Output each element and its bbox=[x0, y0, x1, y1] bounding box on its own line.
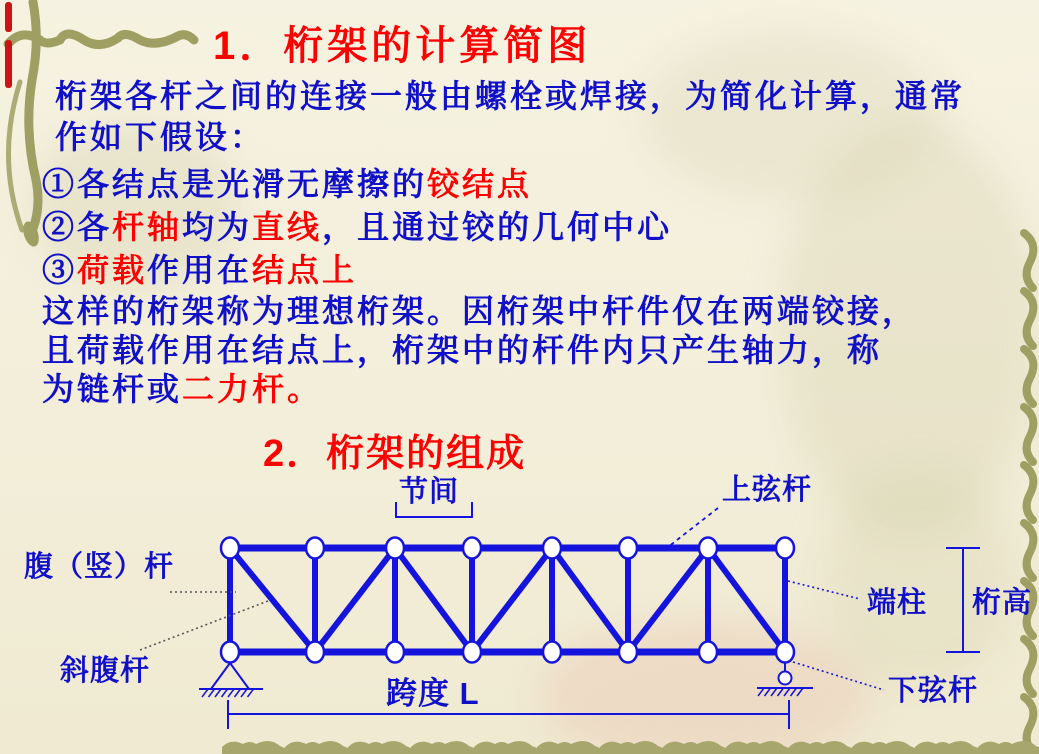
leader-diagonal-web bbox=[140, 601, 268, 650]
roller-support bbox=[757, 662, 813, 696]
label-diagonal-web: 斜腹杆 bbox=[60, 655, 151, 687]
intro-line-2: 作如下假设： bbox=[55, 119, 266, 155]
height-dimension-line bbox=[946, 548, 980, 652]
intro-line-1: 桁架各杆之间的连接一般由螺栓或焊接，为简化计算，通常 bbox=[55, 78, 966, 114]
assumption-1: ①各结点是光滑无摩擦的铰结点 bbox=[42, 166, 533, 202]
body-line-3: 为链杆或二力杆。 bbox=[42, 371, 323, 407]
label-truss-height: 桁高 bbox=[972, 587, 1033, 619]
label-panel: 节间 bbox=[399, 476, 460, 508]
label-end-post: 端柱 bbox=[867, 587, 928, 619]
label-bottom-chord: 下弦杆 bbox=[888, 675, 979, 707]
body-line-1: 这样的桁架称为理想桁架。因桁架中杆件仅在两端铰接， bbox=[42, 293, 918, 329]
body-line-2: 且荷载作用在结点上，桁架中的杆件内只产生轴力，称 bbox=[42, 332, 883, 368]
ground-hatching bbox=[202, 689, 254, 697]
panel-dimension-bracket bbox=[396, 502, 472, 517]
ground-hatching bbox=[758, 688, 803, 696]
pin-triangle bbox=[211, 663, 249, 689]
pin-support bbox=[199, 663, 263, 697]
label-span: 跨度 L bbox=[386, 676, 480, 711]
section-title-2: 2．桁架的组成 bbox=[263, 433, 527, 475]
leader-end-post bbox=[788, 581, 860, 599]
roller-circle bbox=[779, 672, 792, 685]
leader-bottom-chord bbox=[793, 662, 884, 690]
section-title-1: 1．桁架的计算简图 bbox=[213, 24, 592, 68]
span-dimension-line bbox=[228, 700, 789, 729]
label-top-chord: 上弦杆 bbox=[722, 474, 813, 506]
assumption-3: ③荷载作用在结点上 bbox=[42, 252, 358, 288]
truss-members bbox=[230, 548, 785, 652]
assumption-2: ②各杆轴均为直线，且通过铰的几何中心 bbox=[42, 209, 673, 245]
label-vertical-web: 腹（竖）杆 bbox=[24, 551, 175, 583]
